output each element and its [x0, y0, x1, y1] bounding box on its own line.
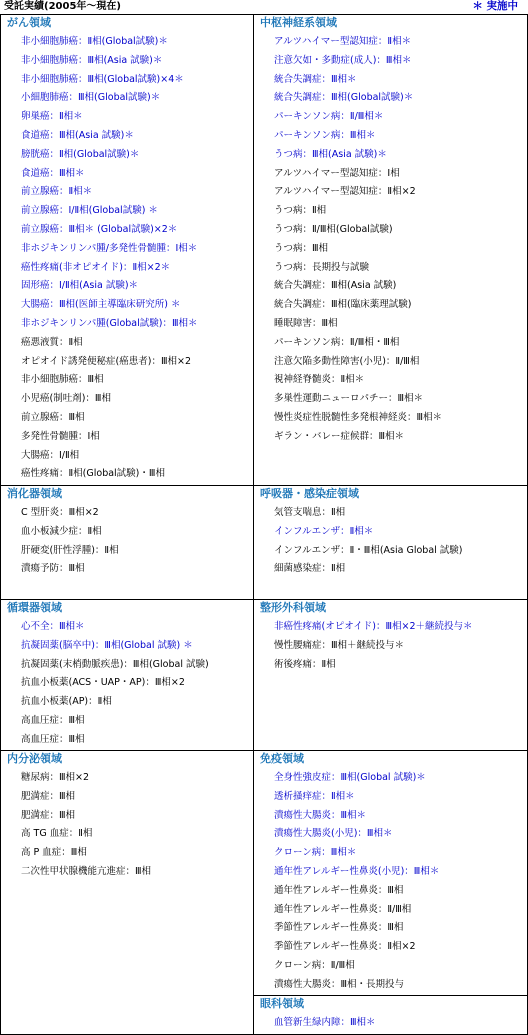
list-item: 前立腺癌：Ⅰ/Ⅱ相(Global試験) ＊: [21, 205, 158, 217]
list-item: 睡眠障害：Ⅲ相: [274, 317, 338, 329]
list-item: 術後疼痛：Ⅱ相: [274, 658, 336, 670]
list-item: 膀胱癌：Ⅱ相(Global試験)＊: [21, 148, 140, 160]
list-item: 非癌性疼痛(オピオイド)：Ⅲ相×2＋継続投与＊: [274, 621, 473, 632]
list-item: 潰瘍性大腸炎：Ⅲ相＊: [274, 809, 367, 821]
section-title: がん領域: [7, 16, 51, 29]
track-record-table: [0, 14, 528, 1035]
section-oncology: [0, 14, 254, 486]
list-item: アルツハイマー型認知症：Ⅰ相: [274, 167, 400, 179]
item-list: [254, 504, 527, 579]
list-item: 前立腺癌：Ⅲ相＊ (Global試験)×2＊: [21, 223, 178, 235]
section-cns: [254, 14, 528, 486]
section-immunology: [254, 750, 528, 996]
list-item: 抗血小板薬(ACS・UAP・AP)：Ⅲ相×2: [21, 677, 185, 689]
list-item: 卵巣癌：Ⅱ相＊: [21, 111, 83, 123]
list-item: うつ病：Ⅱ相: [274, 205, 327, 217]
section-title: 免疫領域: [260, 752, 304, 765]
list-item: うつ病：長期投与試験: [274, 261, 370, 273]
list-item: 通年性アレルギー性鼻炎(小児)：Ⅲ相＊: [274, 865, 440, 877]
list-item: 血管新生緑内障：Ⅲ相＊: [274, 1017, 376, 1028]
list-item: 癌悪液質：Ⅱ相: [21, 336, 83, 348]
list-item: 高血圧症：Ⅲ相: [21, 714, 85, 726]
list-item: C 型肝炎：Ⅲ相×2: [21, 507, 99, 518]
item-list: [254, 33, 527, 447]
item-list: [1, 769, 253, 882]
list-item: 大腸癌：Ⅰ/Ⅱ相: [21, 449, 80, 461]
section-title: 内分泌領域: [7, 752, 62, 765]
list-item: 血小板減少症：Ⅱ相: [21, 525, 102, 537]
list-item: 非小細胞肺癌：Ⅱ相(Global試験)＊: [21, 36, 168, 47]
list-item: パーキンソン病：Ⅱ/Ⅲ相・Ⅲ相: [274, 336, 400, 348]
section-title: 中枢神経系領域: [260, 16, 337, 29]
list-item: アルツハイマー型認知症：Ⅱ相×2: [274, 186, 416, 198]
list-item: 心不全：Ⅲ相＊: [21, 621, 85, 632]
list-item: 前立腺癌：Ⅱ相＊: [21, 186, 93, 198]
list-item: パーキンソン病：Ⅲ相＊: [274, 129, 376, 141]
list-item: 潰瘍性大腸炎：Ⅲ相・長期投与: [274, 978, 405, 990]
list-item: 季節性アレルギー性鼻炎：Ⅲ相: [274, 922, 404, 934]
list-item: 気管支喘息：Ⅱ相: [274, 507, 346, 518]
list-item: 抗凝固薬(脳卒中)：Ⅲ相(Global 試験) ＊: [21, 639, 193, 651]
section-endocrine: [0, 750, 254, 1035]
list-item: 統合失調症：Ⅲ相＊: [274, 73, 357, 85]
list-item: 食道癌：Ⅲ相(Asia 試験)＊: [21, 129, 134, 141]
list-item: 注意欠陥多動性障害(小児)：Ⅱ/Ⅲ相: [274, 355, 420, 367]
list-item: 注意欠如・多動症(成人)：Ⅲ相＊: [274, 54, 412, 66]
list-item: 潰瘍予防：Ⅲ相: [21, 563, 85, 575]
list-item: 癌性疼痛：Ⅱ相(Global試験)・Ⅲ相: [21, 468, 165, 480]
section-gastro: [0, 485, 254, 600]
item-list: [254, 618, 527, 674]
list-item: 通年性アレルギー性鼻炎：Ⅱ/Ⅲ相: [274, 903, 412, 915]
page-title: 受託実績(2005年～現在): [4, 1, 121, 12]
section-title: 整形外科領域: [260, 601, 326, 614]
list-item: インフルエンザ：Ⅱ相＊: [274, 525, 374, 537]
ongoing-legend: ＊ 実施中: [472, 0, 518, 12]
list-item: 抗血小板薬(AP)：Ⅱ相: [21, 696, 112, 708]
list-item: 非ホジキンリンパ腫/多発性骨髄腫：Ⅰ相＊: [21, 242, 198, 254]
section-title: 循環器領域: [7, 601, 62, 614]
list-item: 癌性疼痛(非オピオイド)：Ⅱ相×2＊: [21, 261, 171, 273]
page-header: [0, 0, 528, 14]
list-item: 非ホジキンリンパ腫(Global試験)：Ⅲ相＊: [21, 317, 198, 329]
list-item: ギラン・バレー症候群：Ⅲ相＊: [274, 430, 405, 442]
list-item: 肝硬変(肝性浮腫)：Ⅱ相: [21, 544, 119, 556]
list-item: 透析掻痒症：Ⅱ相＊: [274, 790, 355, 802]
section-title: 呼吸器・感染症領域: [260, 487, 359, 500]
list-item: インフルエンザ：Ⅱ・Ⅲ相(Asia Global 試験): [274, 544, 463, 556]
list-item: パーキンソン病：Ⅱ/Ⅲ相＊: [274, 111, 384, 123]
list-item: 季節性アレルギー性鼻炎：Ⅱ相×2: [274, 941, 416, 953]
list-item: 高 P 血症：Ⅲ相: [21, 847, 87, 859]
list-item: うつ病：Ⅲ相(Asia 試験)＊: [274, 148, 387, 160]
list-item: 視神経脊髄炎：Ⅱ相＊: [274, 374, 365, 386]
section-respiratory: [254, 485, 528, 600]
list-item: 糖尿病：Ⅲ相×2: [21, 772, 90, 783]
section-title: 消化器領域: [7, 487, 62, 500]
list-item: 大腸癌：Ⅲ相(医師主導臨床研究所) ＊: [21, 299, 181, 311]
list-item: 高血圧症：Ⅲ相: [21, 733, 85, 745]
section-title: 眼科領域: [260, 997, 304, 1010]
list-item: 慢性炎症性脱髄性多発根神経炎：Ⅲ相＊: [274, 411, 443, 423]
list-item: 通年性アレルギー性鼻炎：Ⅲ相: [274, 884, 404, 896]
list-item: 肥満症：Ⅲ相: [21, 790, 76, 802]
list-item: 統合失調症：Ⅲ相(臨床薬理試験): [274, 299, 412, 311]
list-item: 固形癌：Ⅰ/Ⅱ相(Asia 試験)＊: [21, 280, 139, 292]
list-item: オピオイド誘発便秘症(癌患者)：Ⅲ相×2: [21, 355, 191, 367]
list-item: うつ病：Ⅲ相: [274, 242, 329, 254]
list-item: 高 TG 血症：Ⅱ相: [21, 828, 93, 840]
list-item: 細菌感染症：Ⅱ相: [274, 563, 346, 575]
list-item: 潰瘍性大腸炎(小児)：Ⅲ相＊: [274, 828, 393, 840]
list-item: クローン病：Ⅲ相＊: [274, 847, 357, 859]
list-item: 非小細胞肺癌：Ⅲ相: [21, 374, 104, 386]
item-list: [254, 769, 527, 995]
list-item: 統合失調症：Ⅲ相(Global試験)＊: [274, 92, 414, 104]
section-cardio: [0, 599, 254, 751]
item-list: [1, 618, 253, 750]
item-list: [1, 33, 253, 484]
list-item: 前立腺癌：Ⅲ相: [21, 411, 85, 423]
list-item: 抗凝固薬(末梢動脈疾患)：Ⅲ相(Global 試験): [21, 658, 209, 670]
item-list: [1, 504, 253, 579]
section-ortho: [254, 599, 528, 751]
list-item: クローン病：Ⅱ/Ⅲ相: [274, 959, 355, 971]
list-item: アルツハイマー型認知症：Ⅱ相＊: [274, 36, 412, 47]
item-list: [254, 1014, 527, 1033]
list-item: うつ病：Ⅱ/Ⅲ相(Global試験): [274, 223, 393, 235]
list-item: 小細胞肺癌：Ⅲ相(Global試験)＊: [21, 92, 161, 104]
list-item: 二次性甲状腺機能亢進症：Ⅲ相: [21, 865, 152, 877]
list-item: 食道癌：Ⅲ相＊: [21, 167, 85, 179]
list-item: 小児癌(制吐剤)：Ⅲ相: [21, 393, 111, 405]
list-item: 慢性腰痛症：Ⅲ相＋継続投与＊: [274, 639, 405, 651]
list-item: 肥満症：Ⅲ相: [21, 809, 76, 821]
list-item: 多発性骨髄腫：Ⅰ相: [21, 430, 100, 442]
section-ophthalmology: [254, 995, 528, 1035]
list-item: 多巣性運動ニューロパチー：Ⅲ相＊: [274, 393, 424, 405]
list-item: 全身性強皮症：Ⅲ相(Global 試験)＊: [274, 772, 426, 783]
list-item: 非小細胞肺癌：Ⅲ相(Asia 試験)＊: [21, 54, 163, 66]
list-item: 統合失調症：Ⅲ相(Asia 試験): [274, 280, 397, 292]
list-item: 非小細胞肺癌：Ⅲ相(Global試験)×4＊: [21, 73, 184, 85]
